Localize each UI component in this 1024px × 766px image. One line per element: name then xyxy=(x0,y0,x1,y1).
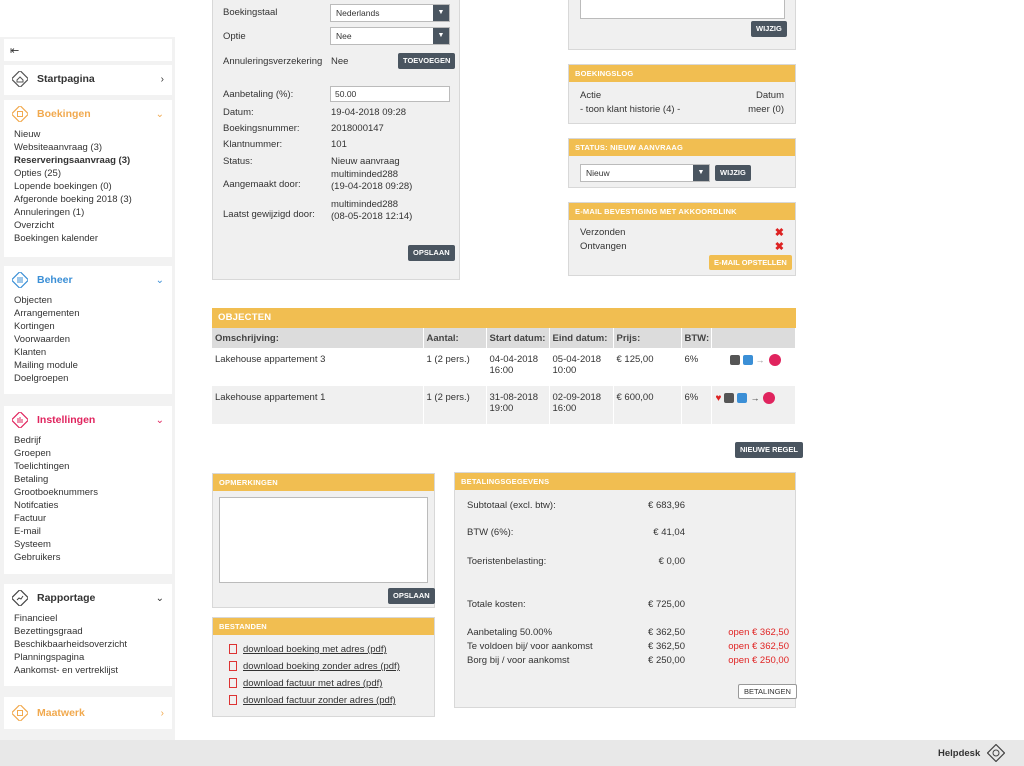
panel-title: STATUS: NIEUW AANVRAAG xyxy=(569,139,795,156)
select-value: Nee xyxy=(336,31,352,41)
select-value: Nederlands xyxy=(336,8,380,18)
bestanden-panel xyxy=(212,617,435,717)
report-icon xyxy=(11,589,29,607)
aanbetaling-open: open € 362,50 xyxy=(728,627,789,638)
sidebar-link[interactable]: Gebruikers xyxy=(14,552,61,563)
sidebar-link[interactable]: Groepen xyxy=(14,448,51,459)
start-time: 19:00 xyxy=(489,403,514,414)
panel-title: OPMERKINGEN xyxy=(213,474,434,491)
panel-title: OBJECTEN xyxy=(212,308,796,328)
edit-icon[interactable] xyxy=(737,393,747,403)
table-row xyxy=(212,348,796,386)
ontvangen-label: Ontvangen xyxy=(580,241,627,252)
sidebar-toggle[interactable] xyxy=(4,39,172,61)
aanbetaling-input[interactable]: 50.00 xyxy=(330,86,450,102)
footer xyxy=(0,740,1024,766)
chevron-down-icon: ▼ xyxy=(693,165,709,181)
delete-icon[interactable] xyxy=(763,392,775,404)
toevoegen-button[interactable]: TOEVOEGEN xyxy=(398,53,455,69)
end-date: 05-04-2018 xyxy=(552,354,602,365)
sidebar-label: Maatwerk xyxy=(37,707,85,719)
cell-eind xyxy=(549,386,613,424)
start-date: 04-04-2018 xyxy=(489,354,539,365)
log-actie-header: Actie xyxy=(580,90,602,101)
sidebar-link[interactable]: Toelichtingen xyxy=(14,461,70,472)
cell-aantal: 1 (2 pers.) xyxy=(423,386,486,424)
sidebar-label: Beheer xyxy=(37,274,73,286)
sidebar-link[interactable]: Systeem xyxy=(14,539,51,550)
sidebar-link[interactable]: Kortingen xyxy=(14,321,55,332)
panel-title: BOEKINGSLOG xyxy=(569,65,795,82)
boekingstaal-label: Boekingstaal xyxy=(223,7,278,18)
sidebar-section-instellingen xyxy=(4,406,172,574)
sidebar-link[interactable]: Annuleringen (1) xyxy=(14,207,85,218)
link-text: download boeking met adres (pdf) xyxy=(243,644,387,655)
col-omschrijving: Omschrijving: xyxy=(212,328,423,348)
sidebar-item-instellingen[interactable] xyxy=(4,406,172,434)
col-aantal: Aantal: xyxy=(423,328,486,348)
cell-prijs: € 600,00 xyxy=(613,386,681,424)
sidebar-link[interactable]: Financieel xyxy=(14,613,58,624)
chevron-down-icon: ⌄ xyxy=(155,592,164,604)
totaal-value: € 725,00 xyxy=(648,599,685,610)
log-meer-link[interactable]: meer (0) xyxy=(748,104,784,115)
sidebar-link[interactable]: Klanten xyxy=(14,347,47,358)
status-value: Nieuw aanvraag xyxy=(331,156,400,167)
panel-title: BETALINGSGEGEVENS xyxy=(455,473,795,490)
annulering-label: Annuleringsverzekering xyxy=(223,56,323,67)
btw-label: BTW (6%): xyxy=(467,527,514,538)
chevron-right-icon: › xyxy=(160,707,164,719)
sidebar-link[interactable]: Aankomst- en vertreklijst xyxy=(14,665,119,676)
arrow-right-icon[interactable]: → xyxy=(755,354,765,365)
aangemaakt-user: multiminded288 xyxy=(331,169,399,180)
download-link[interactable] xyxy=(229,644,387,655)
sidebar-section-beheer xyxy=(4,266,172,394)
btw-value: € 41,04 xyxy=(653,527,685,538)
cross-icon: ✖ xyxy=(774,227,784,239)
cell-aantal: 1 (2 pers.) xyxy=(423,348,486,386)
helpdesk-icon[interactable] xyxy=(987,744,1005,765)
heart-icon[interactable]: ♥ xyxy=(715,392,722,404)
chevron-down-icon: ⌄ xyxy=(155,414,164,426)
borg-label: Borg bij / voor aankomst xyxy=(467,655,570,666)
col-btw: BTW: xyxy=(681,328,711,348)
booking-details-panel xyxy=(212,0,460,280)
optie-label: Optie xyxy=(223,31,246,42)
status-wijzig-button[interactable]: WIJZIG xyxy=(715,165,751,181)
sidebar-link[interactable]: Arrangementen xyxy=(14,308,80,319)
end-date: 02-09-2018 xyxy=(552,392,602,403)
chevron-down-icon: ⌄ xyxy=(155,108,164,120)
toeristen-value: € 0,00 xyxy=(658,556,685,567)
sidebar-link[interactable]: Opties (25) xyxy=(14,168,61,179)
datum-label: Datum: xyxy=(223,107,254,118)
voldoen-open: open € 362,50 xyxy=(728,641,789,652)
email-opstellen-button[interactable]: E-MAIL OPSTELLEN xyxy=(709,255,792,270)
sidebar-link[interactable]: Websiteaanvraag (3) xyxy=(14,142,103,153)
notes-textarea[interactable] xyxy=(580,0,785,19)
subtotaal-value: € 683,96 xyxy=(648,500,685,511)
chevron-right-icon: › xyxy=(160,73,164,85)
sidebar-link[interactable]: Notifcaties xyxy=(14,500,59,511)
download-link[interactable] xyxy=(229,678,382,689)
aangemaakt-date: (19-04-2018 09:28) xyxy=(331,181,413,192)
col-start: Start datum: xyxy=(486,328,549,348)
klantnummer-value: 101 xyxy=(331,139,347,150)
sidebar-link[interactable]: Doelgroepen xyxy=(14,373,69,384)
aanbetaling-value: € 362,50 xyxy=(648,627,685,638)
opmerkingen-textarea[interactable] xyxy=(219,497,428,583)
panel-title: BESTANDEN xyxy=(213,618,434,635)
email-panel xyxy=(568,202,796,276)
download-link[interactable] xyxy=(229,661,400,672)
boekingslog-panel xyxy=(568,64,796,124)
wijzig-button[interactable]: WIJZIG xyxy=(751,21,787,37)
objecten-table xyxy=(212,328,796,424)
cell-actions xyxy=(711,386,796,424)
settings-icon xyxy=(11,411,29,429)
borg-open: open € 250,00 xyxy=(728,655,789,666)
sidebar-item-beheer[interactable] xyxy=(4,266,172,294)
sidebar-item-boekingen[interactable] xyxy=(4,100,172,128)
status-select[interactable] xyxy=(580,164,710,182)
klant-historie-link[interactable]: - toon klant historie (4) - xyxy=(580,104,681,115)
helpdesk-link[interactable]: Helpdesk xyxy=(938,748,981,759)
panel-title: E-MAIL BEVESTIGING MET AKKOORDLINK xyxy=(569,203,795,220)
sidebar-link[interactable]: E-mail xyxy=(14,526,41,537)
boekingsnummer-value: 2018000147 xyxy=(331,123,384,134)
sidebar-link[interactable]: Nieuw xyxy=(14,129,41,140)
betalingen-button[interactable]: BETALINGEN xyxy=(738,684,797,699)
borg-value: € 250,00 xyxy=(648,655,685,666)
boekingstaal-select[interactable] xyxy=(330,4,450,22)
sidebar-label: Instellingen xyxy=(37,414,96,426)
cross-icon: ✖ xyxy=(774,241,784,253)
sidebar-link[interactable]: Factuur xyxy=(14,513,47,524)
delete-icon[interactable] xyxy=(769,354,781,366)
toeristen-label: Toeristenbelasting: xyxy=(467,556,547,567)
col-actions xyxy=(711,328,796,348)
end-time: 16:00 xyxy=(552,403,577,414)
sidebar-link[interactable]: Voorwaarden xyxy=(14,334,70,345)
nieuwe-regel-button[interactable]: NIEUWE REGEL xyxy=(735,442,803,458)
sidebar-link[interactable]: Reserveringsaanvraag (3) xyxy=(14,155,131,166)
totaal-label: Totale kosten: xyxy=(467,599,526,610)
cell-prijs: € 125,00 xyxy=(613,348,681,386)
table-row xyxy=(212,386,796,424)
sidebar-link[interactable]: Mailing module xyxy=(14,360,78,371)
opmerkingen-panel xyxy=(212,473,435,608)
status-panel xyxy=(568,138,796,188)
pdf-icon xyxy=(229,695,237,705)
pdf-icon xyxy=(229,678,237,688)
optie-select[interactable] xyxy=(330,27,450,45)
sidebar xyxy=(0,37,175,740)
link-text: download factuur met adres (pdf) xyxy=(243,678,383,689)
bookings-icon xyxy=(11,105,29,123)
boekingsnummer-label: Boekingsnummer: xyxy=(223,123,300,134)
pdf-icon xyxy=(229,661,237,671)
aanbetaling-label: Aanbetaling (%): xyxy=(223,89,294,100)
arrow-right-icon[interactable]: → xyxy=(750,392,760,403)
verzonden-label: Verzonden xyxy=(580,227,626,238)
status-label: Status: xyxy=(223,156,253,167)
sidebar-link[interactable]: Bedrijf xyxy=(14,435,41,446)
cell-eind xyxy=(549,348,613,386)
col-prijs: Prijs: xyxy=(613,328,681,348)
link-text: download boeking zonder adres (pdf) xyxy=(243,661,400,672)
edit-icon[interactable] xyxy=(743,355,753,365)
sidebar-section-boekingen xyxy=(4,100,172,257)
chevron-down-icon: ▼ xyxy=(433,5,449,21)
annulering-value: Nee xyxy=(331,56,349,67)
sidebar-link[interactable]: Grootboeknummers xyxy=(14,487,98,498)
aangemaakt-label: Aangemaakt door: xyxy=(223,179,301,190)
sidebar-item-maatwerk[interactable] xyxy=(4,697,172,729)
sidebar-link[interactable]: Objecten xyxy=(14,295,53,306)
cell-start xyxy=(486,386,549,424)
select-value: Nieuw xyxy=(586,168,610,178)
sidebar-item-startpagina[interactable] xyxy=(4,65,172,95)
copy-icon[interactable] xyxy=(724,393,734,403)
gewijzigd-label: Laatst gewijzigd door: xyxy=(223,209,315,220)
opslaan-button[interactable]: OPSLAAN xyxy=(408,245,455,261)
home-icon xyxy=(11,70,29,88)
col-eind: Eind datum: xyxy=(549,328,613,348)
pdf-icon xyxy=(229,644,237,654)
datum-value: 19-04-2018 09:28 xyxy=(331,107,407,118)
end-time: 10:00 xyxy=(552,365,577,376)
cell-name: Lakehouse appartement 1 xyxy=(212,386,423,424)
sidebar-link[interactable]: Betaling xyxy=(14,474,49,485)
voldoen-value: € 362,50 xyxy=(648,641,685,652)
notes-panel xyxy=(568,0,796,50)
voldoen-label: Te voldoen bij/ voor aankomst xyxy=(467,641,593,652)
sidebar-label: Startpagina xyxy=(37,73,95,85)
klantnummer-label: Klantnummer: xyxy=(223,139,283,150)
betaling-panel xyxy=(454,472,796,708)
cell-start xyxy=(486,348,549,386)
custom-icon xyxy=(11,704,29,722)
menu-collapse-icon[interactable]: ⇤ xyxy=(10,45,20,57)
sidebar-label: Rapportage xyxy=(37,592,96,604)
sidebar-link[interactable]: Lopende boekingen (0) xyxy=(14,181,112,192)
sidebar-link[interactable]: Overzicht xyxy=(14,220,55,231)
sidebar-section-rapportage xyxy=(4,584,172,686)
aanbetaling-label: Aanbetaling 50.00% xyxy=(467,627,553,638)
sidebar-label: Boekingen xyxy=(37,108,91,120)
sidebar-link[interactable]: Planningspagina xyxy=(14,652,85,663)
cell-btw: 6% xyxy=(681,348,711,386)
sidebar-link[interactable]: Bezettingsgraad xyxy=(14,626,83,637)
start-time: 16:00 xyxy=(489,365,514,376)
gewijzigd-user: multiminded288 xyxy=(331,199,399,210)
sidebar-link[interactable]: Afgeronde boeking 2018 (3) xyxy=(14,194,132,205)
copy-icon[interactable] xyxy=(730,355,740,365)
cell-btw: 6% xyxy=(681,386,711,424)
link-text: download factuur zonder adres (pdf) xyxy=(243,695,396,706)
cell-name: Lakehouse appartement 3 xyxy=(212,348,423,386)
start-date: 31-08-2018 xyxy=(489,392,539,403)
sidebar-link[interactable]: Boekingen kalender xyxy=(14,233,98,244)
chevron-down-icon: ▼ xyxy=(433,28,449,44)
manage-icon xyxy=(11,271,29,289)
gewijzigd-date: (08-05-2018 12:14) xyxy=(331,211,413,222)
chevron-down-icon: ⌄ xyxy=(155,274,164,286)
opmerkingen-opslaan-button[interactable]: OPSLAAN xyxy=(388,588,435,604)
sidebar-item-rapportage[interactable] xyxy=(4,584,172,612)
sidebar-link[interactable]: Beschikbaarheidsoverzicht xyxy=(14,639,128,650)
cell-actions xyxy=(711,348,796,386)
objecten-panel xyxy=(212,308,796,431)
log-datum-header: Datum xyxy=(756,90,784,101)
download-link[interactable] xyxy=(229,695,396,706)
subtotaal-label: Subtotaal (excl. btw): xyxy=(467,500,556,511)
